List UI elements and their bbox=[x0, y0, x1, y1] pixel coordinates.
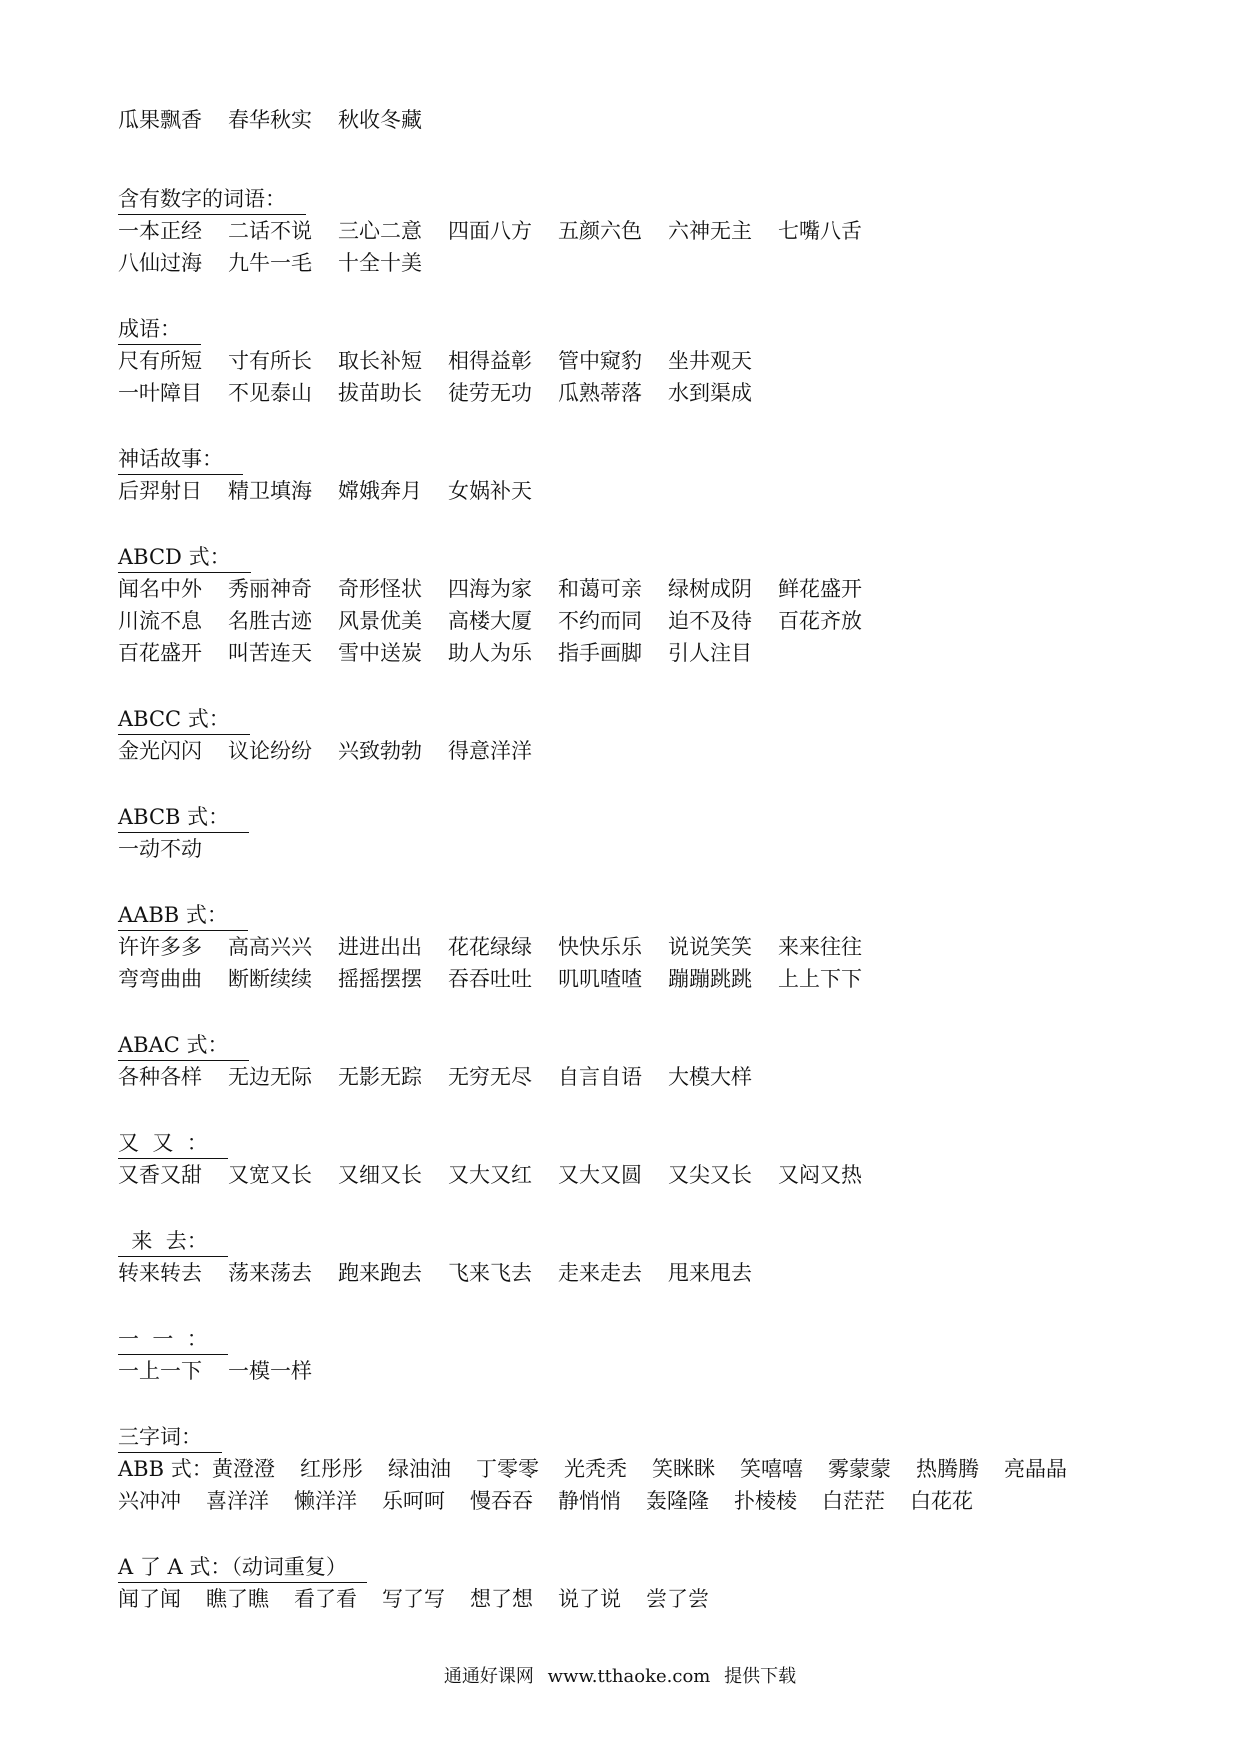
word-line bbox=[118, 475, 1138, 507]
word: 不见泰山 bbox=[228, 381, 312, 405]
word: 指手画脚 bbox=[558, 641, 642, 665]
word: 断断续续 bbox=[228, 967, 312, 991]
word: 说了说 bbox=[558, 1587, 621, 1611]
word-line bbox=[118, 605, 1138, 637]
section-you-you bbox=[118, 1130, 1138, 1191]
word: 一上一下 bbox=[118, 1359, 202, 1383]
word: 又尖又长 bbox=[668, 1163, 752, 1187]
word: 叽叽喳喳 bbox=[558, 967, 642, 991]
word: 各种各样 bbox=[118, 1065, 202, 1089]
word: 雪中送炭 bbox=[338, 641, 422, 665]
word: 二话不说 bbox=[228, 219, 312, 243]
word-line bbox=[118, 931, 1138, 963]
word: 瓜熟蒂落 bbox=[558, 381, 642, 405]
word: 坐井观天 bbox=[668, 349, 752, 373]
word: 秀丽神奇 bbox=[228, 577, 312, 601]
word: 百花齐放 bbox=[778, 609, 862, 633]
word: 兴致勃勃 bbox=[338, 739, 422, 763]
word: 九牛一毛 bbox=[228, 251, 312, 275]
word: 又香又甜 bbox=[118, 1163, 202, 1187]
word-line bbox=[118, 1583, 1138, 1615]
word: 闻名中外 bbox=[118, 577, 202, 601]
word: 七嘴八舌 bbox=[778, 219, 862, 243]
word: 拔苗助长 bbox=[338, 381, 422, 405]
word: 摇摇摆摆 bbox=[338, 967, 422, 991]
word: 精卫填海 bbox=[228, 479, 312, 503]
section-heading: ABCD 式： bbox=[118, 544, 251, 573]
section-heading: A 了 A 式：（动词重复） bbox=[118, 1554, 367, 1583]
word: 三心二意 bbox=[338, 219, 422, 243]
word: 懒洋洋 bbox=[294, 1489, 357, 1513]
word: 一叶障目 bbox=[118, 381, 202, 405]
word: 花花绿绿 bbox=[448, 935, 532, 959]
word: 绿树成阴 bbox=[668, 577, 752, 601]
word: 说说笑笑 bbox=[668, 935, 752, 959]
word: 水到渠成 bbox=[668, 381, 752, 405]
word: 瞧了瞧 bbox=[206, 1587, 269, 1611]
word: 无穷无尽 bbox=[448, 1065, 532, 1089]
word: 春华秋实 bbox=[228, 108, 312, 132]
word: 金光闪闪 bbox=[118, 739, 202, 763]
section-three-char bbox=[118, 1424, 1138, 1517]
word: 瓜果飘香 bbox=[118, 108, 202, 132]
word: 奇形怪状 bbox=[338, 577, 422, 601]
word-line bbox=[118, 1355, 1138, 1387]
word: 白花花 bbox=[910, 1489, 973, 1513]
section-heading: AABB 式： bbox=[118, 902, 248, 931]
word: 兴冲冲 bbox=[118, 1489, 181, 1513]
word: 嫦娥奔月 bbox=[338, 479, 422, 503]
word: 慢吞吞 bbox=[470, 1489, 533, 1513]
word: 转来转去 bbox=[118, 1261, 202, 1285]
word: 丁零零 bbox=[476, 1457, 539, 1481]
word-line bbox=[118, 1485, 1138, 1517]
section-heading: 又 又 ： bbox=[118, 1130, 228, 1159]
word: 五颜六色 bbox=[558, 219, 642, 243]
section-number-words bbox=[118, 186, 1138, 279]
word: 议论纷纷 bbox=[228, 739, 312, 763]
word: 乐呵呵 bbox=[382, 1489, 445, 1513]
section-heading: 来 去： bbox=[118, 1228, 228, 1257]
word: 轰隆隆 bbox=[646, 1489, 709, 1513]
word: 喜洋洋 bbox=[206, 1489, 269, 1513]
word: 一模一样 bbox=[228, 1359, 312, 1383]
word-line bbox=[118, 247, 1138, 279]
word: 快快乐乐 bbox=[558, 935, 642, 959]
word-line bbox=[118, 1159, 1138, 1191]
section-heading: ABCC 式： bbox=[118, 706, 250, 735]
word: 跑来跑去 bbox=[338, 1261, 422, 1285]
word: 鲜花盛开 bbox=[778, 577, 862, 601]
word: 徒劳无功 bbox=[448, 381, 532, 405]
word: 高楼大厦 bbox=[448, 609, 532, 633]
word: 看了看 bbox=[294, 1587, 357, 1611]
section-yi-yi bbox=[118, 1326, 1138, 1387]
word: 四面八方 bbox=[448, 219, 532, 243]
section-idioms bbox=[118, 316, 1138, 409]
word: 和蔼可亲 bbox=[558, 577, 642, 601]
word-line bbox=[118, 735, 1138, 767]
word: 风景优美 bbox=[338, 609, 422, 633]
footer-url[interactable]: www.tthaoke.com bbox=[547, 1666, 711, 1687]
word: 寸有所长 bbox=[228, 349, 312, 373]
word: 一动不动 bbox=[118, 837, 202, 861]
word: 六神无主 bbox=[668, 219, 752, 243]
word: 许许多多 bbox=[118, 935, 202, 959]
word: 一本正经 bbox=[118, 219, 202, 243]
word: 不约而同 bbox=[558, 609, 642, 633]
word: 尺有所短 bbox=[118, 349, 202, 373]
word: 荡来荡去 bbox=[228, 1261, 312, 1285]
word-line bbox=[118, 833, 1138, 865]
word-line bbox=[118, 377, 1138, 409]
word: 上上下下 bbox=[778, 967, 862, 991]
word: 助人为乐 bbox=[448, 641, 532, 665]
word-line bbox=[118, 637, 1138, 669]
section-heading: 三字词： bbox=[118, 1424, 222, 1453]
word-line bbox=[118, 1061, 1138, 1093]
word: 弯弯曲曲 bbox=[118, 967, 202, 991]
section-myths bbox=[118, 446, 1138, 507]
word: 想了想 bbox=[470, 1587, 533, 1611]
word: 得意洋洋 bbox=[448, 739, 532, 763]
word: 川流不息 bbox=[118, 609, 202, 633]
word: 光秃秃 bbox=[564, 1457, 627, 1481]
word: 来来往往 bbox=[778, 935, 862, 959]
word: 大模大样 bbox=[668, 1065, 752, 1089]
section-heading: 神话故事： bbox=[118, 446, 243, 475]
word: 甩来甩去 bbox=[668, 1261, 752, 1285]
word: 秋收冬藏 bbox=[338, 108, 422, 132]
word: 迫不及待 bbox=[668, 609, 752, 633]
word: 四海为家 bbox=[448, 577, 532, 601]
section-heading: 含有数字的词语： bbox=[118, 186, 306, 215]
word: 笑眯眯 bbox=[652, 1457, 715, 1481]
word: 笑嘻嘻 bbox=[740, 1457, 803, 1481]
word: 闻了闻 bbox=[118, 1587, 181, 1611]
word: 又细又长 bbox=[338, 1163, 422, 1187]
word: 无影无踪 bbox=[338, 1065, 422, 1089]
word: 静悄悄 bbox=[558, 1489, 621, 1513]
word: 白茫茫 bbox=[822, 1489, 885, 1513]
word-line bbox=[118, 215, 1138, 247]
section-abac bbox=[118, 1032, 1138, 1093]
footer-site: 通通好课网 bbox=[443, 1666, 534, 1687]
section-abcc bbox=[118, 706, 1138, 767]
word: 引人注目 bbox=[668, 641, 752, 665]
word: 又大又红 bbox=[448, 1163, 532, 1187]
section-heading: ABAC 式： bbox=[118, 1032, 249, 1061]
word: 蹦蹦跳跳 bbox=[668, 967, 752, 991]
section-aabb bbox=[118, 902, 1138, 995]
abb-label: ABB 式： bbox=[118, 1457, 213, 1481]
word: 走来走去 bbox=[558, 1261, 642, 1285]
section-a-le-a bbox=[118, 1554, 1138, 1615]
section-abcb bbox=[118, 804, 1138, 865]
page-footer bbox=[0, 1665, 1240, 1689]
footer-suffix: 提供下载 bbox=[724, 1666, 797, 1687]
word: 又大又圆 bbox=[558, 1163, 642, 1187]
word: 尝了尝 bbox=[646, 1587, 709, 1611]
word: 吞吞吐吐 bbox=[448, 967, 532, 991]
word: 十全十美 bbox=[338, 251, 422, 275]
word: 管中窥豹 bbox=[558, 349, 642, 373]
word: 女娲补天 bbox=[448, 479, 532, 503]
word: 名胜古迹 bbox=[228, 609, 312, 633]
top-word-line bbox=[118, 104, 1138, 136]
word: 无边无际 bbox=[228, 1065, 312, 1089]
word-line bbox=[118, 1257, 1138, 1289]
word: 进进出出 bbox=[338, 935, 422, 959]
section-heading: 成语： bbox=[118, 316, 201, 345]
word: 自言自语 bbox=[558, 1065, 642, 1089]
word-line bbox=[118, 963, 1138, 995]
word: 高高兴兴 bbox=[228, 935, 312, 959]
section-heading: ABCB 式： bbox=[118, 804, 249, 833]
word: 又闷又热 bbox=[778, 1163, 862, 1187]
word: 取长补短 bbox=[338, 349, 422, 373]
word: 扑棱棱 bbox=[734, 1489, 797, 1513]
word: 红彤彤 bbox=[300, 1457, 363, 1481]
word: 叫苦连天 bbox=[228, 641, 312, 665]
section-lai-qu bbox=[118, 1228, 1138, 1289]
word: 八仙过海 bbox=[118, 251, 202, 275]
word-line bbox=[118, 1453, 1138, 1485]
word: 热腾腾 bbox=[916, 1457, 979, 1481]
word: 百花盛开 bbox=[118, 641, 202, 665]
word: 黄澄澄 bbox=[212, 1457, 275, 1481]
word-line bbox=[118, 573, 1138, 605]
word: 绿油油 bbox=[388, 1457, 451, 1481]
word: 写了写 bbox=[382, 1587, 445, 1611]
word: 又宽又长 bbox=[228, 1163, 312, 1187]
section-heading: 一 一 ： bbox=[118, 1326, 228, 1355]
word: 后羿射日 bbox=[118, 479, 202, 503]
word: 雾蒙蒙 bbox=[828, 1457, 891, 1481]
word: 亮晶晶 bbox=[1004, 1457, 1067, 1481]
section-abcd bbox=[118, 544, 1138, 669]
word: 相得益彰 bbox=[448, 349, 532, 373]
word: 飞来飞去 bbox=[448, 1261, 532, 1285]
word-line bbox=[118, 345, 1138, 377]
